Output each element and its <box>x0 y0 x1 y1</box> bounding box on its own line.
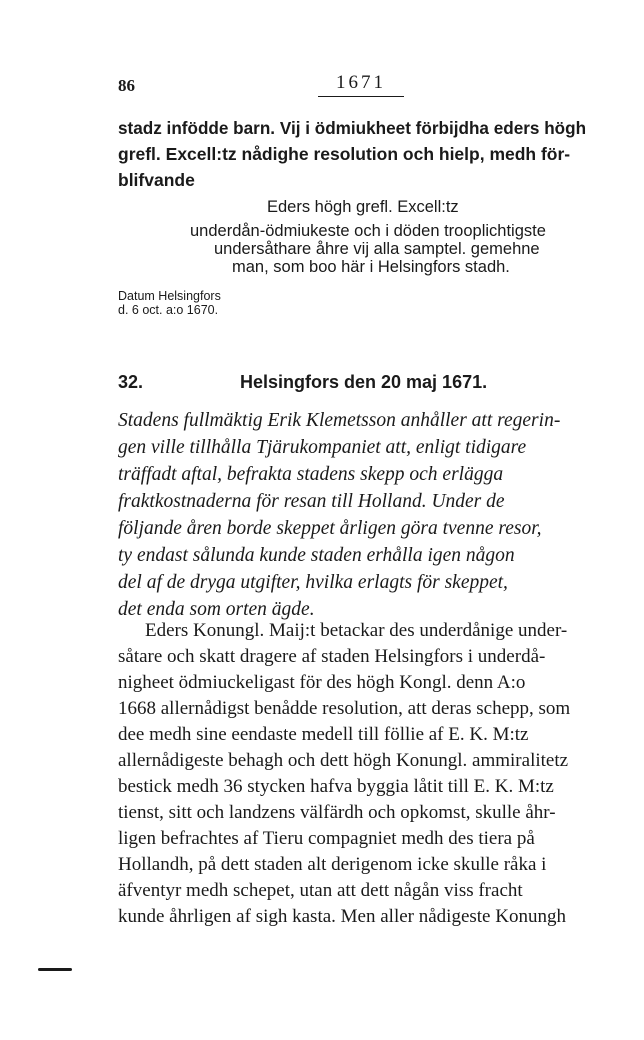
running-head-year: 1671 <box>318 72 404 97</box>
letter-line: grefl. Excell:tz nådighe resolution och hielp, medh för- <box>118 144 571 164</box>
summary-line: ty endast sålunda kunde staden erhålla igen någon <box>118 545 515 566</box>
closing-line: underdån-ödmiukeste och i döden trooplichtigste <box>190 222 546 240</box>
document-number: 32. <box>118 372 144 392</box>
scan-mark <box>38 968 72 971</box>
body-line: ligen befrachtes af Tieru compagniet medh des tiera på <box>118 828 535 849</box>
summary-line: gen ville tillhålla Tjärukompaniet att, enligt tidigare <box>118 437 527 458</box>
body-line: bestick medh 36 stycken hafva byggia låtit till E. K. M:tz <box>118 776 554 797</box>
closing-line: man, som boo här i Helsingfors stadh. <box>232 258 510 276</box>
body-line: såtare och skatt dragere af staden Helsingfors i underdå- <box>118 646 546 667</box>
summary-line: del af de dryga utgifter, hvilka erlagts för skeppet, <box>118 572 508 593</box>
letter-line: stadz infödde barn. Vij i ödmiukheet förbijdha eders högh <box>118 118 587 138</box>
summary-line: Stadens fullmäktig Erik Klemetsson anhåller att regerin- <box>118 410 561 431</box>
body-line: nigheet ödmiuckeligast för des högh Kongl. denn A:o <box>118 672 526 693</box>
summary-line: fraktkostnaderna för resan till Holland. Under de <box>118 491 505 512</box>
closing-line: undersåthare åhre vij alla samptel. gemehne <box>214 240 540 258</box>
body-line: Hollandh, på dett staden alt derigenom icke skulle råka i <box>118 854 547 875</box>
document-heading: Helsingfors den 20 maj 1671. <box>240 372 488 392</box>
body-line: äfventyr medh schepet, utan att dett någån viss fracht <box>118 880 523 901</box>
body-line: allernådigeste behagh och dett högh Konungl. ammiralitetz <box>118 750 569 771</box>
summary-line: det enda som orten ägde. <box>118 599 315 620</box>
summary-line: träffadt aftal, befrakta stadens skepp och erlägga <box>118 464 504 485</box>
summary-line: följande åren borde skeppet årligen göra tvenne resor, <box>118 518 542 539</box>
body-line: kunde åhrligen af sigh kasta. Men aller nådigeste Konungh <box>118 906 566 927</box>
page-number: 86 <box>118 76 135 95</box>
body-line: dee medh sine eendaste medell till föllie af E. K. M:tz <box>118 724 529 745</box>
letter-line: blifvande <box>118 170 195 190</box>
datum-line: Datum Helsingfors <box>118 289 221 303</box>
closing-line: Eders högh grefl. Excell:tz <box>267 198 459 216</box>
body-line: tienst, sitt och landzens välfärdh och opkomst, skulle åhr- <box>118 802 556 823</box>
body-line: Eders Konungl. Maij:t betackar des underdånige under- <box>145 620 568 641</box>
datum-line: d. 6 oct. a:o 1670. <box>118 303 219 317</box>
body-line: 1668 allernådigst benådde resolution, att deras schepp, som <box>118 698 571 719</box>
